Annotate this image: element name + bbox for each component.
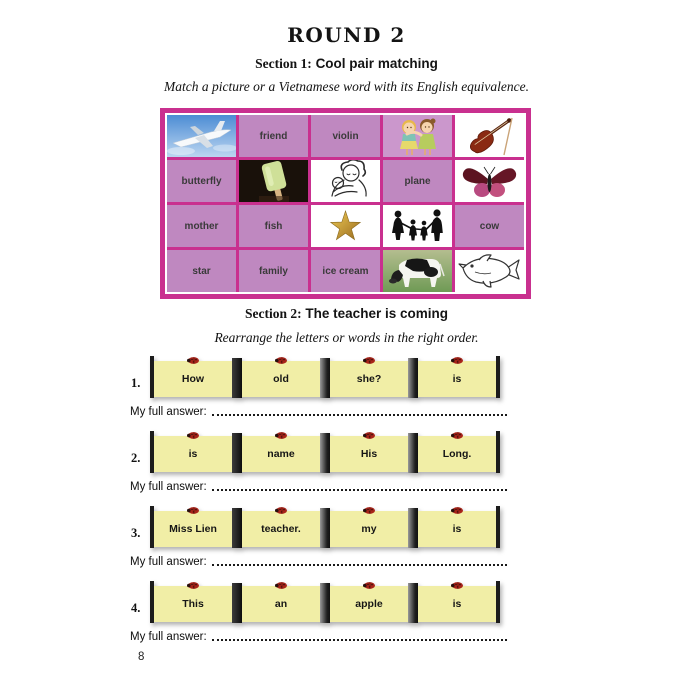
matching-table	[160, 108, 531, 299]
ladybug-pin-icon	[362, 431, 376, 440]
ladybug-pin-icon	[362, 506, 376, 515]
strip-word: is	[452, 598, 462, 610]
word-cell: friend	[239, 115, 308, 157]
strip-endbar	[496, 581, 500, 623]
strip-word-cell	[330, 511, 408, 547]
answer-row	[130, 404, 507, 418]
gold-star-photo-icon	[311, 205, 380, 247]
answer-label: My full answer:	[130, 556, 207, 568]
strip-word-cell	[242, 511, 320, 547]
strip-word: Long.	[442, 448, 472, 460]
answer-blank-line	[212, 404, 507, 416]
strip-word-cell	[330, 586, 408, 622]
rearrange-item-2	[0, 425, 693, 500]
ladybug-pin-icon	[186, 581, 200, 590]
ladybug-pin-icon	[362, 356, 376, 365]
strip-word-cell	[154, 361, 232, 397]
word-cell: plane	[383, 160, 452, 202]
section1-heading	[0, 56, 693, 72]
strip-word-cell	[418, 436, 496, 472]
ladybug-pin-icon	[362, 581, 376, 590]
strip-divider	[232, 433, 242, 473]
item-number: 1.	[131, 376, 141, 390]
word-strip	[150, 356, 500, 398]
strip-word: is	[188, 448, 198, 460]
word-strip	[150, 431, 500, 473]
ladybug-pin-icon	[450, 356, 464, 365]
strip-divider	[232, 508, 242, 548]
strip-word-cell	[418, 586, 496, 622]
strip-word-cell	[154, 511, 232, 547]
strip-word-cell	[330, 436, 408, 472]
word-cell: ice cream	[311, 250, 380, 292]
section1-title: Cool pair matching	[315, 56, 438, 71]
rearrange-item-4	[0, 575, 693, 650]
item-number: 2.	[131, 451, 141, 465]
strip-divider	[320, 358, 330, 398]
word-cell: butterfly	[167, 160, 236, 202]
strip-divider	[408, 433, 418, 473]
answer-row	[130, 629, 507, 643]
section2-label: Section 2:	[245, 306, 302, 321]
word-cell: fish	[239, 205, 308, 247]
strip-endbar	[496, 431, 500, 473]
strip-word: is	[452, 373, 462, 385]
word-strip	[150, 581, 500, 623]
strip-word: name	[267, 448, 295, 460]
friends-cartoon-icon	[383, 115, 452, 157]
strip-divider	[232, 583, 242, 623]
strip-divider	[408, 583, 418, 623]
strip-word-cell	[418, 511, 496, 547]
strip-divider	[232, 358, 242, 398]
strip-word: my	[361, 523, 377, 535]
ladybug-pin-icon	[450, 506, 464, 515]
strip-divider	[408, 508, 418, 548]
rearrange-item-1	[0, 350, 693, 425]
ladybug-pin-icon	[274, 581, 288, 590]
ladybug-pin-icon	[186, 356, 200, 365]
matching-grid	[167, 115, 524, 292]
strip-word-cell	[242, 361, 320, 397]
answer-row	[130, 479, 507, 493]
page-number: 8	[138, 651, 145, 663]
strip-word: teacher.	[261, 523, 301, 535]
item-number: 3.	[131, 526, 141, 540]
cow-photo-icon	[383, 250, 452, 292]
strip-word: How	[181, 373, 205, 385]
ice-cream-photo-icon	[239, 160, 308, 202]
answer-blank-line	[212, 479, 507, 491]
word-cell: violin	[311, 115, 380, 157]
section2-title: The teacher is coming	[305, 306, 448, 321]
answer-row	[130, 554, 507, 568]
ladybug-pin-icon	[450, 431, 464, 440]
ladybug-pin-icon	[186, 431, 200, 440]
strip-word: an	[274, 598, 288, 610]
word-strip	[150, 506, 500, 548]
section2-instruction: Rearrange the letters or words in the right order.	[214, 330, 479, 345]
section1-instruction: Match a picture or a Vietnamese word with its English equivalence.	[163, 79, 530, 94]
strip-word-cell	[330, 361, 408, 397]
airplane-photo-icon	[167, 115, 236, 157]
fish-drawing-icon	[455, 250, 524, 292]
strip-word-cell	[154, 586, 232, 622]
strip-word: This	[182, 598, 204, 610]
ladybug-pin-icon	[274, 431, 288, 440]
family-silhouette-icon	[383, 205, 452, 247]
page-title: ROUND 2	[287, 23, 406, 47]
strip-word: old	[273, 373, 289, 385]
mother-baby-drawing-icon	[311, 160, 380, 202]
section1-label: Section 1:	[255, 56, 312, 71]
answer-label: My full answer:	[130, 631, 207, 643]
strip-word: apple	[355, 598, 383, 610]
strip-word: she?	[356, 373, 382, 385]
strip-endbar	[496, 506, 500, 548]
strip-word-cell	[154, 436, 232, 472]
strip-word-cell	[242, 586, 320, 622]
strip-divider	[320, 508, 330, 548]
ladybug-pin-icon	[450, 581, 464, 590]
strip-divider	[320, 583, 330, 623]
word-cell: mother	[167, 205, 236, 247]
ladybug-pin-icon	[186, 506, 200, 515]
section2-heading	[0, 306, 693, 322]
butterfly-photo-icon	[455, 160, 524, 202]
strip-divider	[408, 358, 418, 398]
word-cell: star	[167, 250, 236, 292]
item-number: 4.	[131, 601, 141, 615]
strip-endbar	[496, 356, 500, 398]
strip-word: Miss Lien	[169, 523, 217, 535]
answer-blank-line	[212, 554, 507, 566]
word-cell: cow	[455, 205, 524, 247]
answer-blank-line	[212, 629, 507, 641]
ladybug-pin-icon	[274, 506, 288, 515]
strip-word-cell	[418, 361, 496, 397]
strip-word: His	[360, 448, 378, 460]
violin-photo-icon	[455, 115, 524, 157]
strip-word-cell	[242, 436, 320, 472]
strip-divider	[320, 433, 330, 473]
answer-label: My full answer:	[130, 406, 207, 418]
word-cell: family	[239, 250, 308, 292]
rearrange-item-3	[0, 500, 693, 575]
answer-label: My full answer:	[130, 481, 207, 493]
strip-word: is	[452, 523, 462, 535]
ladybug-pin-icon	[274, 356, 288, 365]
